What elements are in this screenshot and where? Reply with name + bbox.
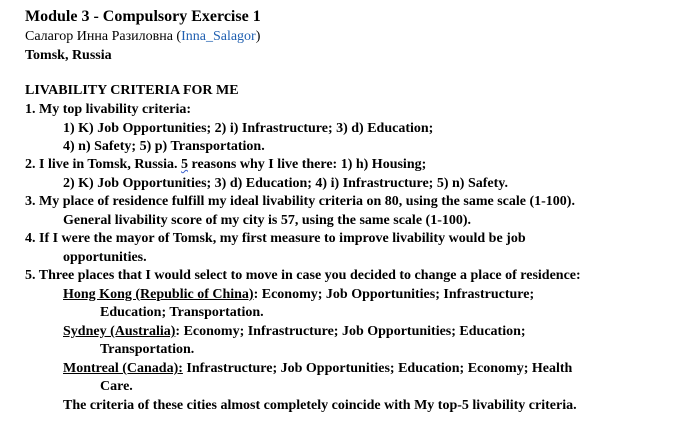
city-3-line-2: Care. [100, 379, 133, 394]
section-title: LIVABILITY CRITERIA FOR ME [25, 83, 239, 98]
paren-open: ( [176, 29, 182, 44]
q2-suffix: reasons why I live there: 1) h) Housing; [188, 157, 427, 172]
city-2-line-2: Transportation. [100, 342, 195, 357]
city-2-line [63, 323, 526, 341]
city-2-criteria: : Economy; Infrastructure; Job Opportunities; Education; [175, 324, 526, 339]
q2-prefix: 2. I live in Tomsk, Russia. [25, 157, 181, 172]
city-1-name: Hong Kong (Republic of China) [63, 287, 254, 302]
q1-answer-line-1: 1) K) Job Opportunities; 2) i) Infrastructure; 3) d) Education; [63, 121, 434, 136]
city-1-line [63, 286, 534, 304]
paren-close: ) [255, 29, 261, 44]
author-name: Салагор Инна Разиловна [25, 29, 173, 44]
question-3: 3. My place of residence fulfill my ideal livability criteria on 80, using the same scale (1-100). [25, 194, 575, 209]
question-2 [25, 156, 426, 174]
question-5: 5. Three places that I would select to move in case you decided to change a place of residence: [25, 268, 581, 283]
city-3-line [63, 360, 572, 378]
q3-answer-line-2: General livability score of my city is 57, using the same scale (1-100). [63, 213, 472, 228]
conclusion: The criteria of these cities almost completely coincide with My top-5 livability criteria. [63, 398, 577, 413]
q1-answer-line-2: 4) n) Safety; 5) p) Transportation. [63, 139, 265, 154]
question-1: 1. My top livability criteria: [25, 102, 192, 117]
location: Tomsk, Russia [25, 48, 112, 63]
q4-answer-line-2: opportunities. [63, 250, 147, 265]
author-line [25, 28, 260, 46]
city-1-criteria: : Economy; Job Opportunities; Infrastructure; [253, 287, 535, 302]
city-2-name: Sydney (Australia) [63, 324, 176, 339]
q2-answer-line-2: 2) K) Job Opportunities; 3) d) Education; 4) i) Infrastructure; 5) n) Safety. [63, 176, 509, 191]
city-1-line-2: Education; Transportation. [100, 305, 264, 320]
city-3-criteria: Infrastructure; Job Opportunities; Education; Economy; Health [182, 361, 573, 376]
question-4: 4. If I were the mayor of Tomsk, my first measure to improve livability would be job [25, 231, 526, 246]
document-title: Module 3 - Compulsory Exercise 1 [25, 8, 261, 25]
city-3-name: Montreal (Canada): [63, 361, 183, 376]
q2-spellcheck-mark: 5 [181, 157, 188, 172]
author-handle-link[interactable]: Inna_Salagor [181, 29, 256, 44]
